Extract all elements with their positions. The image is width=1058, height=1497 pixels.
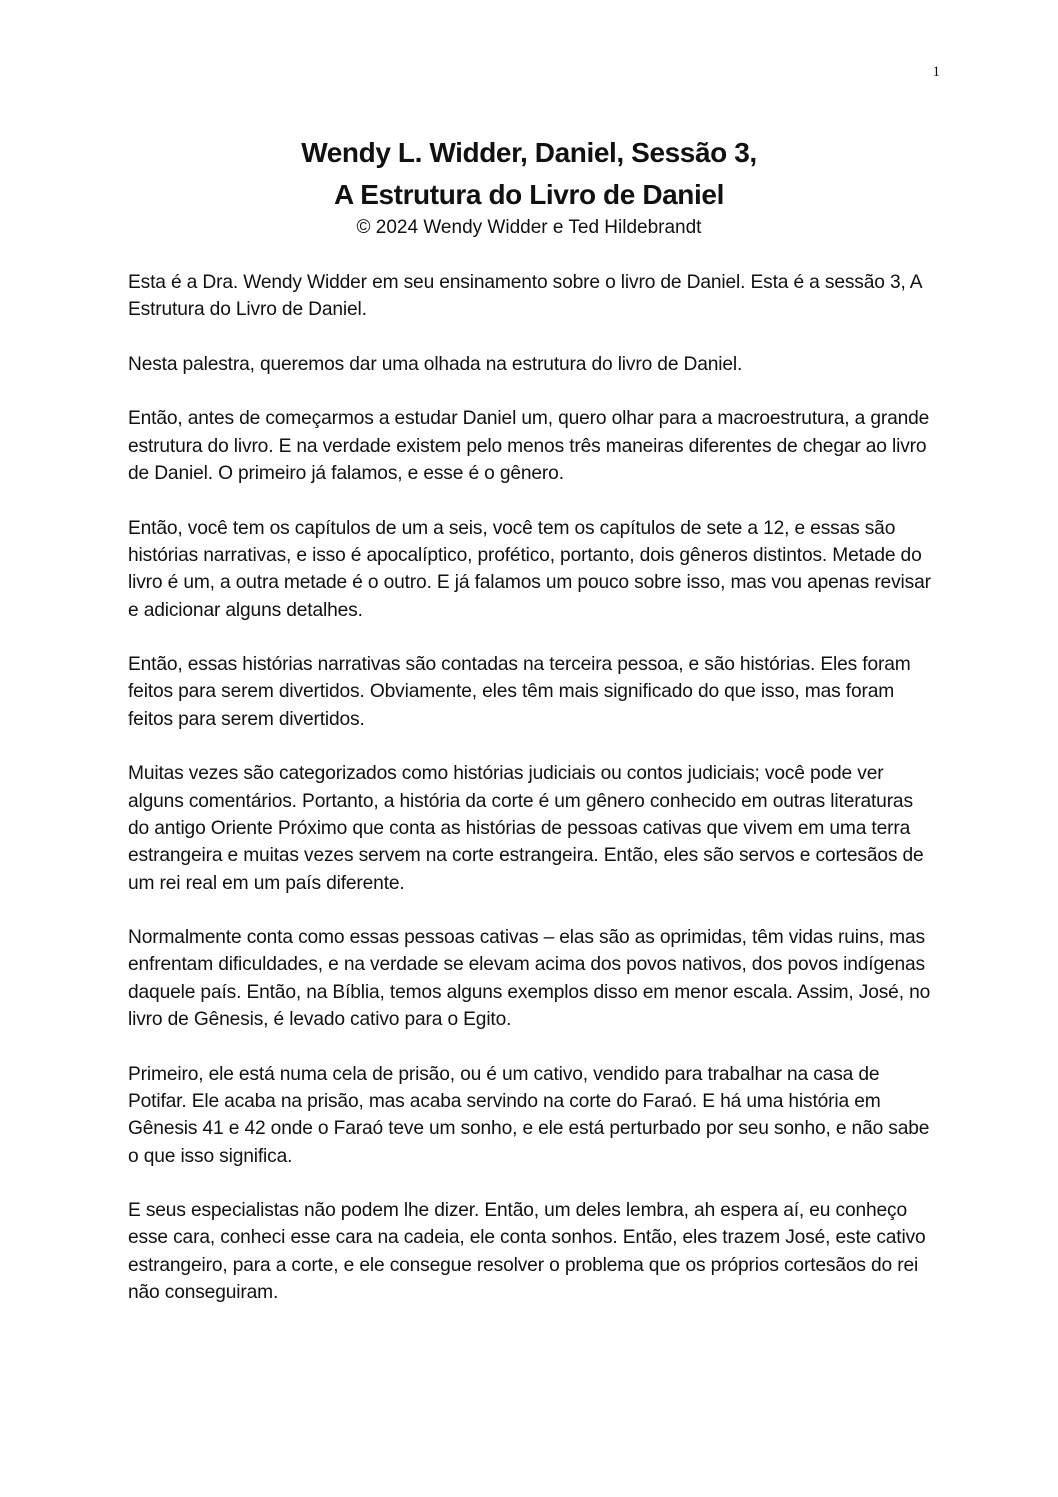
- paragraph: Nesta palestra, queremos dar uma olhada na estrutura do livro de Daniel.: [128, 353, 743, 375]
- document-body: [128, 269, 932, 1334]
- paragraph: Primeiro, ele está numa cela de prisão, ou é um cativo, vendido para trabalhar na casa de Potifar. Ele acaba na prisão, mas acaba servindo na corte do Faraó. E há uma história em Gênesis 41 e 42 onde o Faraó teve um sonho, e ele está perturbado por seu sonho, e não sabe o que isso significa.: [128, 1063, 930, 1167]
- paragraph: Então, antes de começarmos a estudar Daniel um, quero olhar para a macroestrutura, a grande estrutura do livro. E na verdade existem pelo menos três maneiras diferentes de chegar ao livro de Daniel. O primeiro já falamos, e esse é o gênero.: [128, 408, 930, 485]
- document-header: [0, 132, 1058, 242]
- paragraph: E seus especialistas não podem lhe dizer. Então, um deles lembra, ah espera aí, eu conheço esse cara, conheci esse cara na cadeia, ele conta sonhos. Então, eles trazem José, este cativo estrangeiro, para a corte, e ele consegue resolver o problema que os próprios cortesãos do rei não conseguiram.: [128, 1200, 926, 1303]
- paragraph: Então, você tem os capítulos de um a seis, você tem os capítulos de sete a 12, e essas são histórias narrativas, e isso é apocalíptico, profético, portanto, dois gêneros distintos. Metade do livro é um, a outra metade é o outro. E já falamos um pouco sobre isso, mas vou apenas revisar e adicionar alguns detalhes.: [128, 517, 931, 621]
- copyright-notice: © 2024 Wendy Widder e Ted Hildebrandt: [356, 217, 702, 238]
- paragraph: Esta é a Dra. Wendy Widder em seu ensinamento sobre o livro de Daniel. Esta é a sessão 3, A Estrutura do Livro de Daniel.: [128, 272, 922, 321]
- document-title-line-1: Wendy L. Widder, Daniel, Sessão 3,: [301, 137, 757, 168]
- paragraph: Muitas vezes são categorizados como histórias judiciais ou contos judiciais; você pode ver alguns comentários. Portanto, a história da corte é um gênero conhecido em outras literaturas do antigo Oriente Próximo que conta as histórias de pessoas cativas que vivem em uma terra estrangeira e muitas vezes servem na corte estrangeira. Então, eles são servos e cortesãos de um rei real em um país diferente.: [128, 763, 924, 894]
- page-number: 1: [932, 64, 940, 80]
- paragraph: Então, essas histórias narrativas são contadas na terceira pessoa, e são histórias. Eles foram feitos para serem divertidos. Obviamente, eles têm mais significado do que isso, mas foram feitos para serem divertidos.: [128, 654, 911, 730]
- paragraph: Normalmente conta como essas pessoas cativas – elas são as oprimidas, têm vidas ruins, mas enfrentam dificuldades, e na verdade se elevam acima dos povos nativos, dos povos indígenas daquele país. Então, na Bíblia, temos alguns exemplos disso em menor escala. Assim, José, no livro de Gênesis, é levado cativo para o Egito.: [128, 927, 931, 1031]
- document-title-line-2: A Estrutura do Livro de Daniel: [334, 179, 724, 210]
